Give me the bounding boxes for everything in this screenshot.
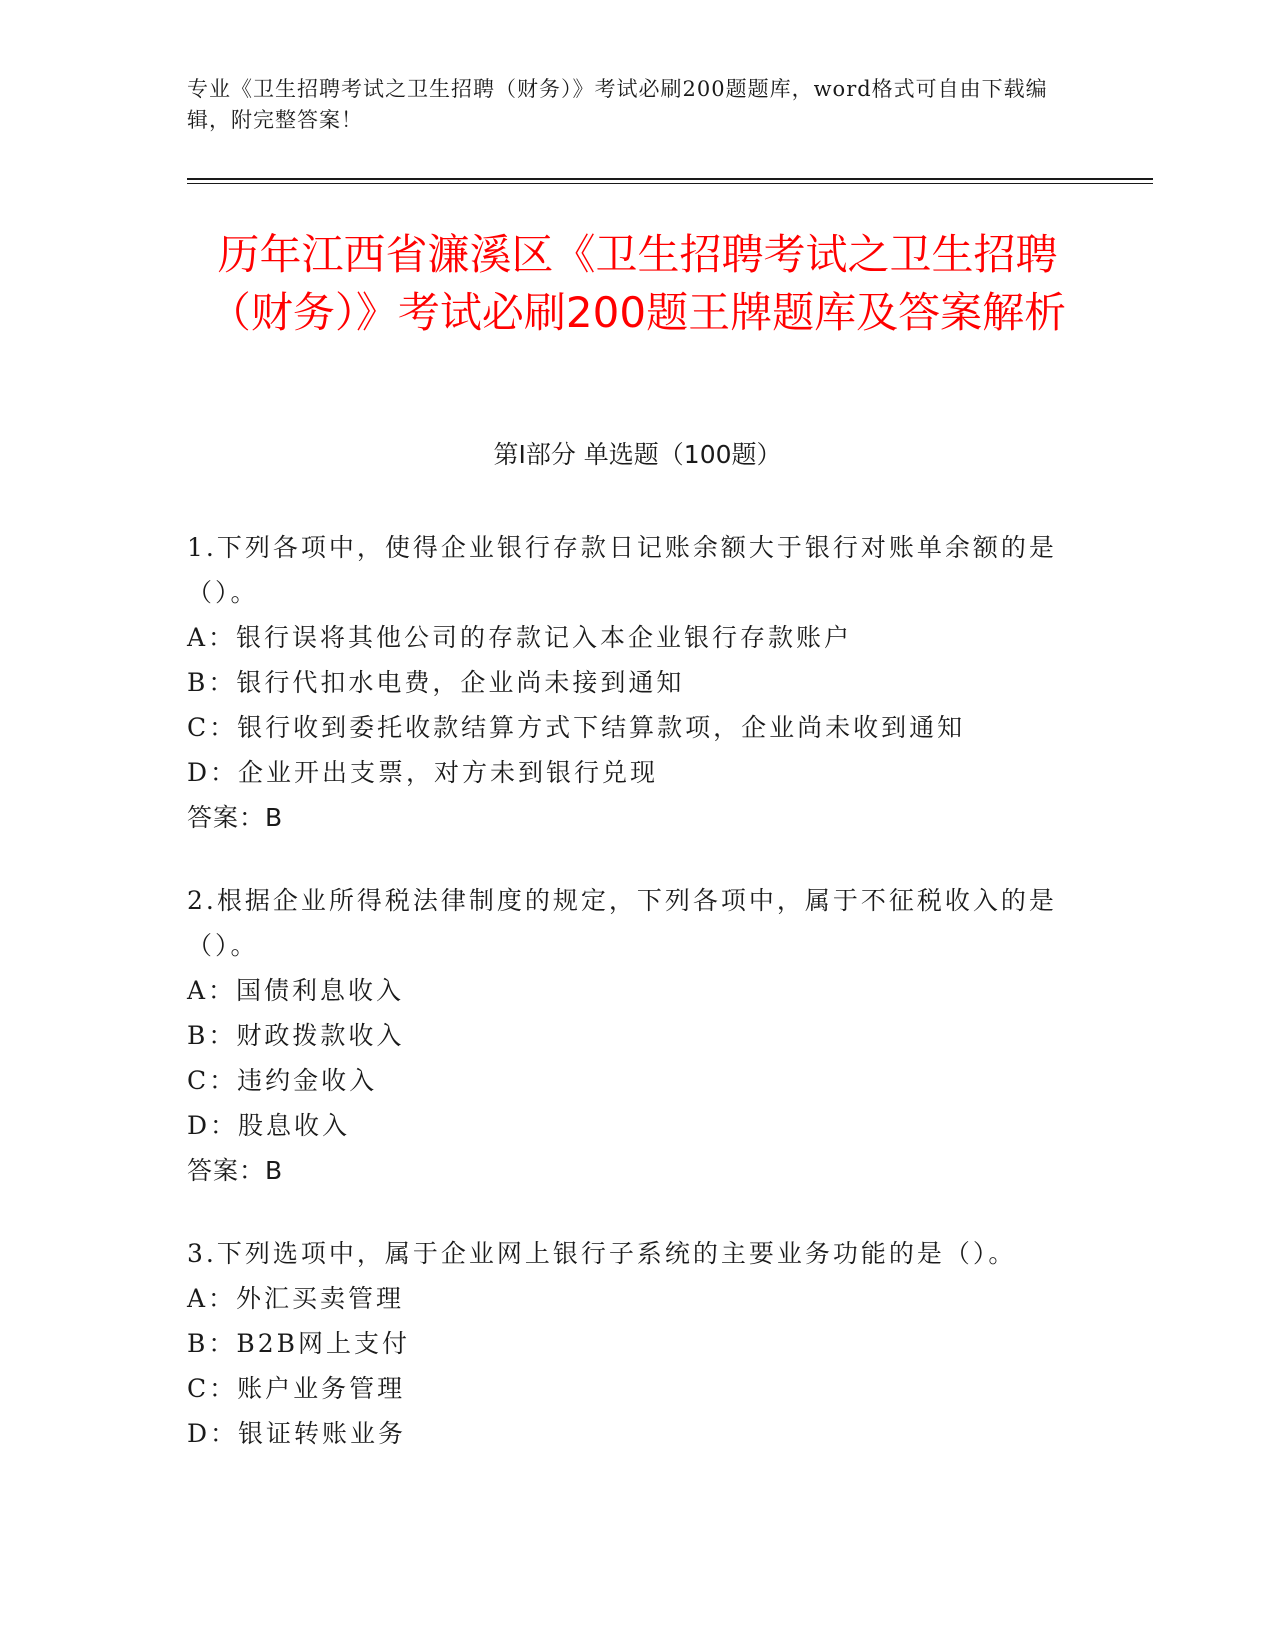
option-c: C：违约金收入 xyxy=(187,1066,378,1095)
question-stem: 1.下列各项中，使得企业银行存款日记账余额大于银行对账单余额的是（）。 xyxy=(187,533,1057,607)
option-b: B：B2B网上支付 xyxy=(187,1329,411,1358)
option-a: A：国债利息收入 xyxy=(187,976,405,1005)
option-b: B：财政拨款收入 xyxy=(187,1021,405,1050)
option-a: A：银行误将其他公司的存款记入本企业银行存款账户 xyxy=(187,623,853,652)
header-divider-thin xyxy=(187,183,1153,184)
option-a: A：外汇买卖管理 xyxy=(187,1284,405,1313)
question-2 xyxy=(187,878,1067,1193)
question-3 xyxy=(187,1231,1067,1456)
option-b: B：银行代扣水电费，企业尚未接到通知 xyxy=(187,668,685,697)
question-stem: 2.根据企业所得税法律制度的规定，下列各项中，属于不征税收入的是（）。 xyxy=(187,886,1057,960)
header-note: 专业《卫生招聘考试之卫生招聘（财务）》考试必刷200题题库，word格式可自由下载编辑，附完整答案！ xyxy=(187,77,1048,132)
document-title: 历年江西省濂溪区《卫生招聘考试之卫生招聘（财务）》考试必刷200题王牌题库及答案解析 xyxy=(208,230,1067,337)
answer: 答案：B xyxy=(187,803,284,832)
option-d: D：股息收入 xyxy=(187,1111,351,1140)
option-d: D：企业开出支票，对方未到银行兑现 xyxy=(187,758,659,787)
question-list xyxy=(187,525,1067,1494)
option-d: D：银证转账业务 xyxy=(187,1419,407,1448)
option-c: C：账户业务管理 xyxy=(187,1374,406,1403)
question-1 xyxy=(187,525,1067,840)
header-divider-thick xyxy=(187,178,1153,180)
option-c: C：银行收到委托收款结算方式下结算款项，企业尚未收到通知 xyxy=(187,713,966,742)
question-stem: 3.下列选项中，属于企业网上银行子系统的主要业务功能的是（）。 xyxy=(187,1239,1017,1268)
answer: 答案：B xyxy=(187,1156,284,1185)
section-title: 第Ⅰ部分 单选题（100题） xyxy=(493,440,782,469)
